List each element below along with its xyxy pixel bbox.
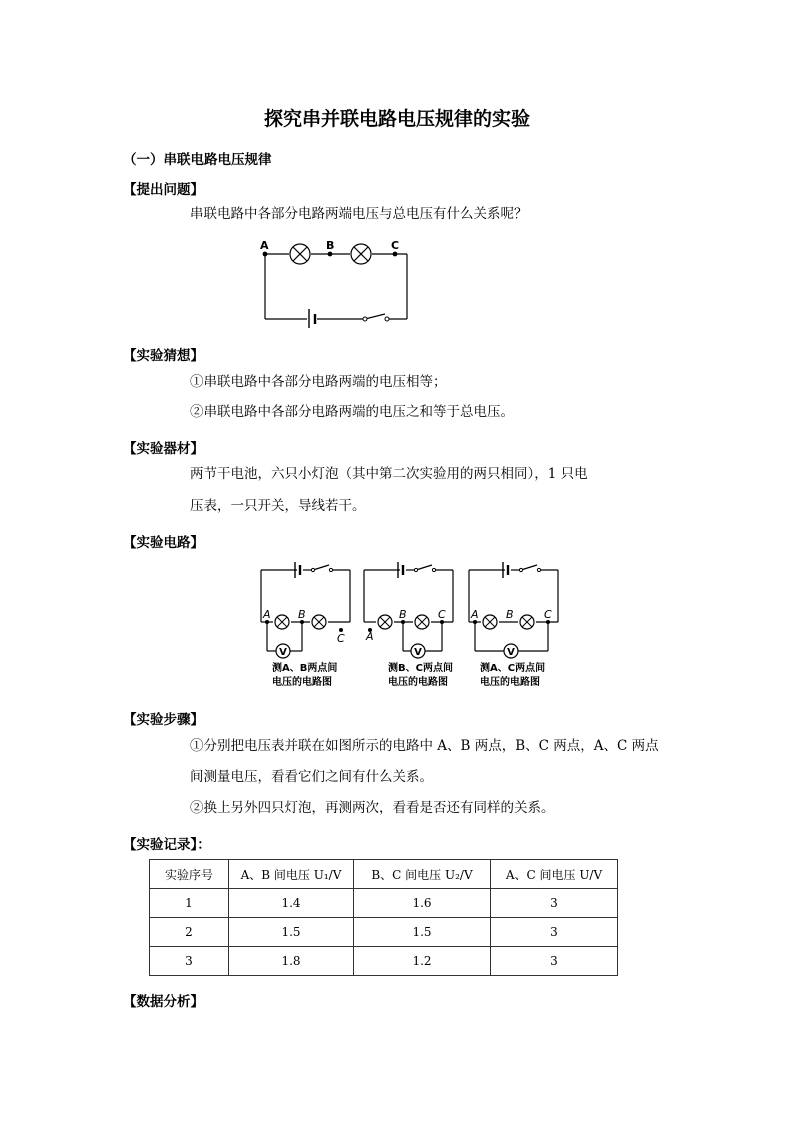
lamp-icon xyxy=(290,244,310,264)
step-line-2: 间测量电压，看看它们之间有什么关系。 xyxy=(190,769,433,785)
table-cell: 3 xyxy=(150,947,229,976)
point-label-b: B xyxy=(298,608,306,621)
heading-circuit: 【实验电路】 xyxy=(123,535,204,551)
table-header-row xyxy=(150,860,618,889)
point-label-c: C xyxy=(544,608,552,621)
voltmeter-label: V xyxy=(414,647,422,658)
circuit-diagram-ac xyxy=(463,562,563,662)
table-header: A、C 间电压 U/V xyxy=(491,860,618,889)
circuit-caption-bc: 测B、C两点间 电压的电路图 xyxy=(388,663,453,688)
step-line-3: ②换上另外四只灯泡，再测两次，看看是否还有同样的关系。 xyxy=(190,800,555,816)
materials-line-2: 压表，一只开关，导线若干。 xyxy=(190,498,366,514)
data-table xyxy=(149,859,618,976)
heading-materials: 【实验器材】 xyxy=(123,441,204,457)
point-label-c: C xyxy=(391,239,400,252)
circuit-diagram-ab xyxy=(255,562,355,662)
lamp-icon xyxy=(520,615,534,629)
step-line-1: ①分别把电压表并联在如图所示的电路中 A、B 两点，B、C 两点，A、C 两点 xyxy=(190,738,659,754)
heading-record: 【实验记录】： xyxy=(123,837,211,853)
hypothesis-2: ②串联电路中各部分电路两端的电压之和等于总电压。 xyxy=(190,404,514,420)
lamp-icon xyxy=(312,615,326,629)
point-label-c: C xyxy=(438,608,446,621)
switch-icon xyxy=(363,317,389,321)
battery-icon xyxy=(309,309,315,328)
circuit-caption-ac: 测A、C两点间 电压的电路图 xyxy=(480,663,546,688)
table-header: 实验序号 xyxy=(150,860,229,889)
series-circuit-figure xyxy=(255,236,415,328)
table-row xyxy=(150,889,618,918)
lamp-icon xyxy=(415,615,429,629)
point-label-c: C xyxy=(337,632,345,645)
table-cell: 2 xyxy=(150,918,229,947)
hypothesis-1: ①串联电路中各部分电路两端的电压相等； xyxy=(190,374,447,390)
point-label-a: A xyxy=(471,608,479,621)
heading-question: 【提出问题】 xyxy=(123,182,204,198)
table-cell: 3 xyxy=(491,947,618,976)
table-cell: 1.6 xyxy=(354,889,491,918)
point-label-a: A xyxy=(366,630,374,643)
lamp-icon xyxy=(275,615,289,629)
circuit-caption-ab: 测A、B两点间 电压的电路图 xyxy=(272,663,338,688)
table-header: B、C 间电压 U₂/V xyxy=(354,860,491,889)
point-label-a: A xyxy=(263,608,271,621)
lamp-icon xyxy=(483,615,497,629)
table-cell: 1.5 xyxy=(229,918,354,947)
point-label-b: B xyxy=(506,608,514,621)
circuit-diagram-bc xyxy=(358,562,458,662)
table-row xyxy=(150,918,618,947)
voltmeter-label: V xyxy=(279,647,287,658)
table-cell: 1.2 xyxy=(354,947,491,976)
table-header: A、B 间电压 U₁/V xyxy=(229,860,354,889)
table-cell: 3 xyxy=(491,918,618,947)
heading-analysis: 【数据分析】 xyxy=(123,994,204,1010)
heading-steps: 【实验步骤】 xyxy=(123,712,204,728)
table-row xyxy=(150,947,618,976)
table-cell: 1.4 xyxy=(229,889,354,918)
question-text: 串联电路中各部分电路两端电压与总电压有什么关系呢？ xyxy=(190,206,528,222)
materials-line-1: 两节干电池，六只小灯泡（其中第二次实验用的两只相同），1 只电 xyxy=(190,466,588,482)
lamp-icon xyxy=(351,244,371,264)
point-label-b: B xyxy=(326,239,335,252)
table-cell: 1.5 xyxy=(354,918,491,947)
table-cell: 3 xyxy=(491,889,618,918)
voltmeter-label: V xyxy=(507,647,515,658)
lamp-icon xyxy=(378,615,392,629)
point-label-b: B xyxy=(399,608,407,621)
heading-hypothesis: 【实验猜想】 xyxy=(123,348,204,364)
point-label-a: A xyxy=(260,239,269,252)
section-heading-series: （一）串联电路电压规律 xyxy=(123,152,272,168)
table-cell: 1 xyxy=(150,889,229,918)
table-cell: 1.8 xyxy=(229,947,354,976)
page-title: 探究串并联电路电压规律的实验 xyxy=(263,108,530,130)
